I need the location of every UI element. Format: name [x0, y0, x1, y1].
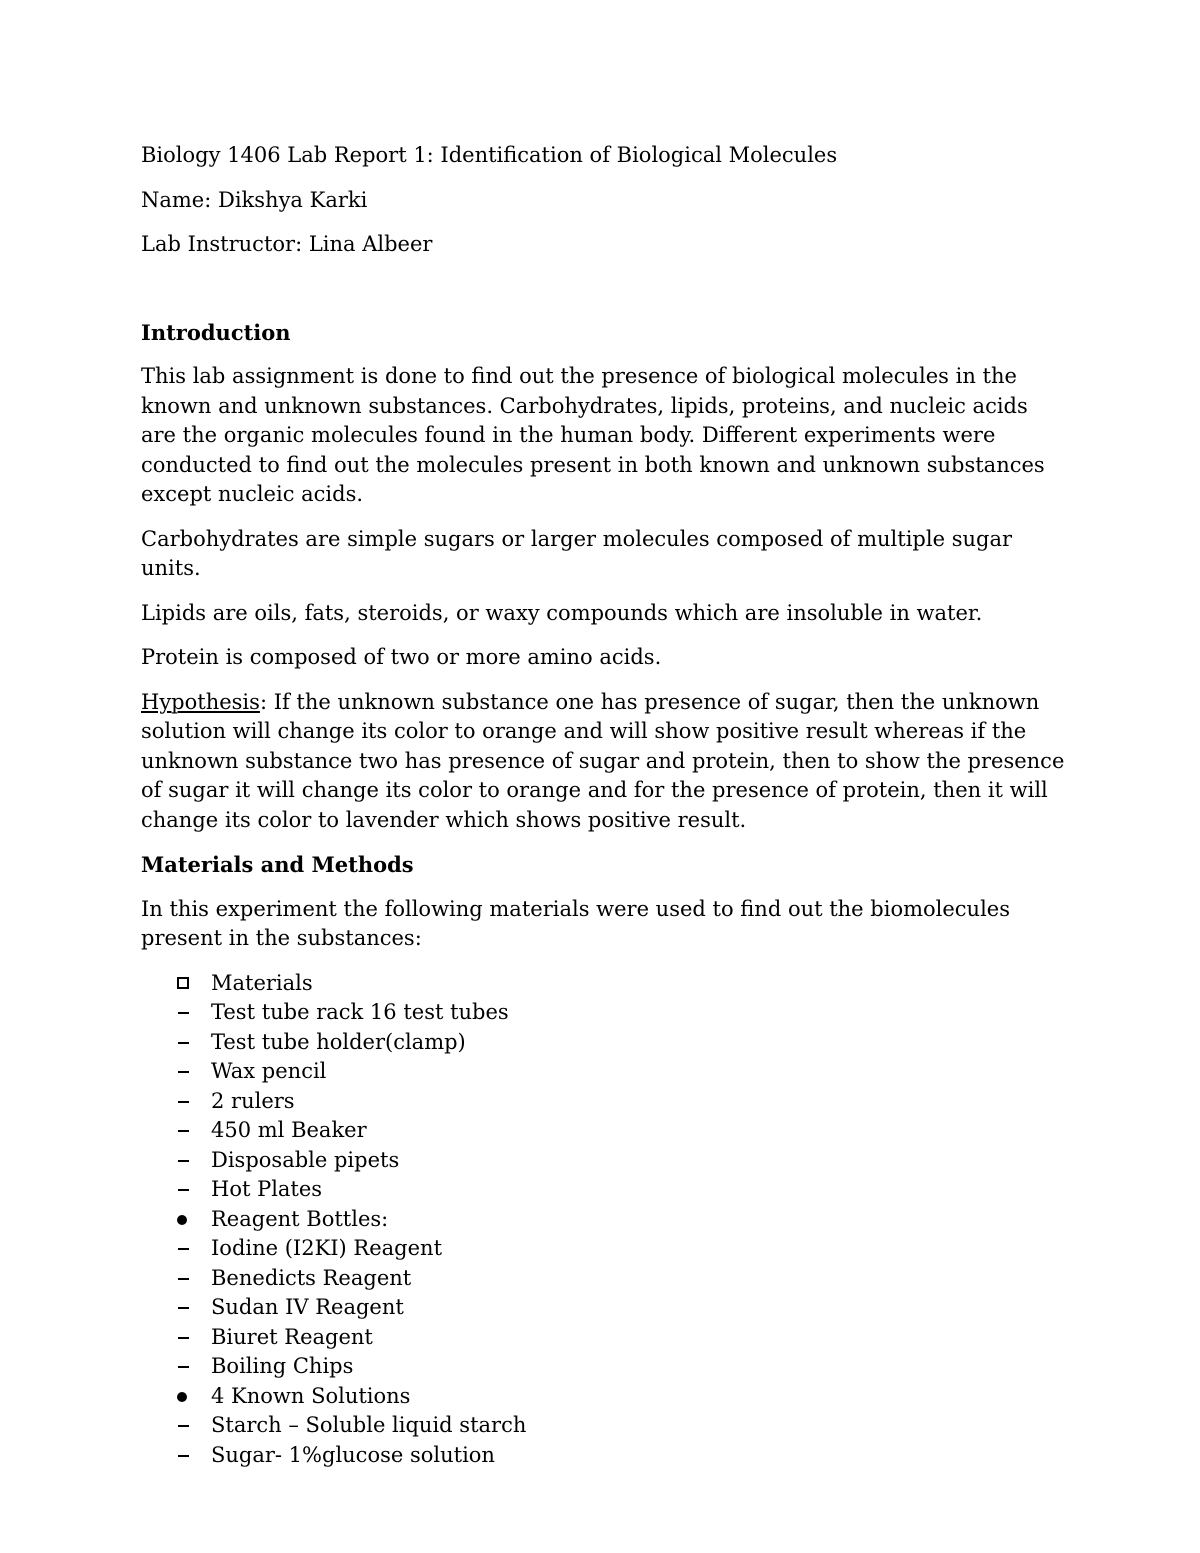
dash-marker-icon: [163, 1028, 193, 1058]
materials-methods-heading: Materials and Methods: [141, 852, 414, 877]
list-item: [141, 969, 1066, 999]
hypothesis-paragraph: [141, 688, 1066, 836]
list-item-text: 450 ml Beaker: [211, 1118, 367, 1142]
list-item-text: Materials: [211, 970, 313, 995]
introduction-paragraph: This lab assignment is done to find out the presence of biological molecules in the known and unknown substances. Carbohydrates, lipids, proteins, and nucleic acids are the organic molecules found in the human body. Different experiments were conducted to find out the molecules present in both known and unknown substances except nucleic acids.: [141, 364, 1045, 506]
list-item: [141, 1116, 1066, 1146]
dash-marker-icon: [163, 1175, 193, 1205]
list-item: [141, 1352, 1066, 1382]
dash-marker-icon: [163, 1087, 193, 1117]
list-item: [141, 998, 1066, 1028]
materials-list: [141, 969, 1066, 1471]
report-title: Biology 1406 Lab Report 1: Identification of Biological Molecules: [141, 143, 838, 167]
list-item-text: Hot Plates: [211, 1177, 323, 1201]
list-item-text: Sudan IV Reagent: [211, 1295, 404, 1319]
list-item: [141, 1057, 1066, 1087]
list-item-text: Test tube rack 16 test tubes: [211, 1000, 509, 1024]
bullet-icon: [163, 1205, 193, 1235]
lab-instructor: Lab Instructor: Lina Albeer: [141, 232, 433, 256]
materials-intro-paragraph: In this experiment the following materials were used to find out the biomolecules present in the substances:: [141, 896, 1010, 950]
dash-marker-icon: [163, 1352, 193, 1382]
student-name: Name: Dikshya Karki: [141, 187, 368, 212]
list-item: [141, 1087, 1066, 1117]
checkbox-icon: [163, 969, 193, 999]
list-item-text: Test tube holder(clamp): [211, 1029, 466, 1054]
list-item-text: Disposable pipets: [211, 1147, 400, 1172]
dash-marker-icon: [163, 1441, 193, 1471]
list-item: [141, 1205, 1066, 1235]
dash-marker-icon: [163, 1146, 193, 1176]
list-item: [141, 1441, 1066, 1471]
protein-paragraph: Protein is composed of two or more amino acids.: [141, 645, 662, 669]
dash-marker-icon: [163, 1411, 193, 1441]
dash-marker-icon: [163, 1293, 193, 1323]
list-item: [141, 1293, 1066, 1323]
list-item-text: 4 Known Solutions: [211, 1383, 411, 1408]
carbohydrates-paragraph: Carbohydrates are simple sugars or larger molecules composed of multiple sugar units.: [141, 526, 1012, 580]
list-item: [141, 1175, 1066, 1205]
dash-marker-icon: [163, 1264, 193, 1294]
list-item: [141, 1411, 1066, 1441]
list-item-text: 2 rulers: [211, 1088, 295, 1113]
list-item-text: Iodine (I2KI) Reagent: [211, 1236, 443, 1260]
list-item-text: Boiling Chips: [211, 1354, 354, 1378]
dash-marker-icon: [163, 1057, 193, 1087]
lipids-paragraph: Lipids are oils, fats, steroids, or waxy compounds which are insoluble in water.: [141, 600, 983, 625]
list-item-text: Wax pencil: [211, 1059, 327, 1083]
list-item: [141, 1146, 1066, 1176]
dash-marker-icon: [163, 998, 193, 1028]
list-item-text: Benedicts Reagent: [211, 1265, 412, 1290]
hypothesis-label: Hypothesis: [141, 689, 260, 714]
list-item-text: Reagent Bottles:: [211, 1206, 389, 1231]
list-item: [141, 1234, 1066, 1264]
dash-marker-icon: [163, 1116, 193, 1146]
list-item: [141, 1382, 1066, 1412]
list-item-text: Sugar- 1%glucose solution: [211, 1442, 495, 1467]
list-item: [141, 1264, 1066, 1294]
document-body: [141, 141, 1066, 1470]
introduction-heading: Introduction: [141, 319, 291, 345]
dash-marker-icon: [163, 1234, 193, 1264]
bullet-icon: [163, 1382, 193, 1412]
list-item: [141, 1028, 1066, 1058]
list-item-text: Biuret Reagent: [211, 1324, 373, 1349]
list-item: [141, 1323, 1066, 1353]
list-item-text: Starch – Soluble liquid starch: [211, 1413, 527, 1437]
hypothesis-text: : If the unknown substance one has presence of sugar, then the unknown solution will change its color to orange and will show positive result whereas if the unknown substance two has presence of sugar and protein, then to show the presence of sugar it will change its color to orange and for the presence of protein, then it will change its color to lavender which shows positive result.: [141, 689, 1065, 832]
dash-marker-icon: [163, 1323, 193, 1353]
